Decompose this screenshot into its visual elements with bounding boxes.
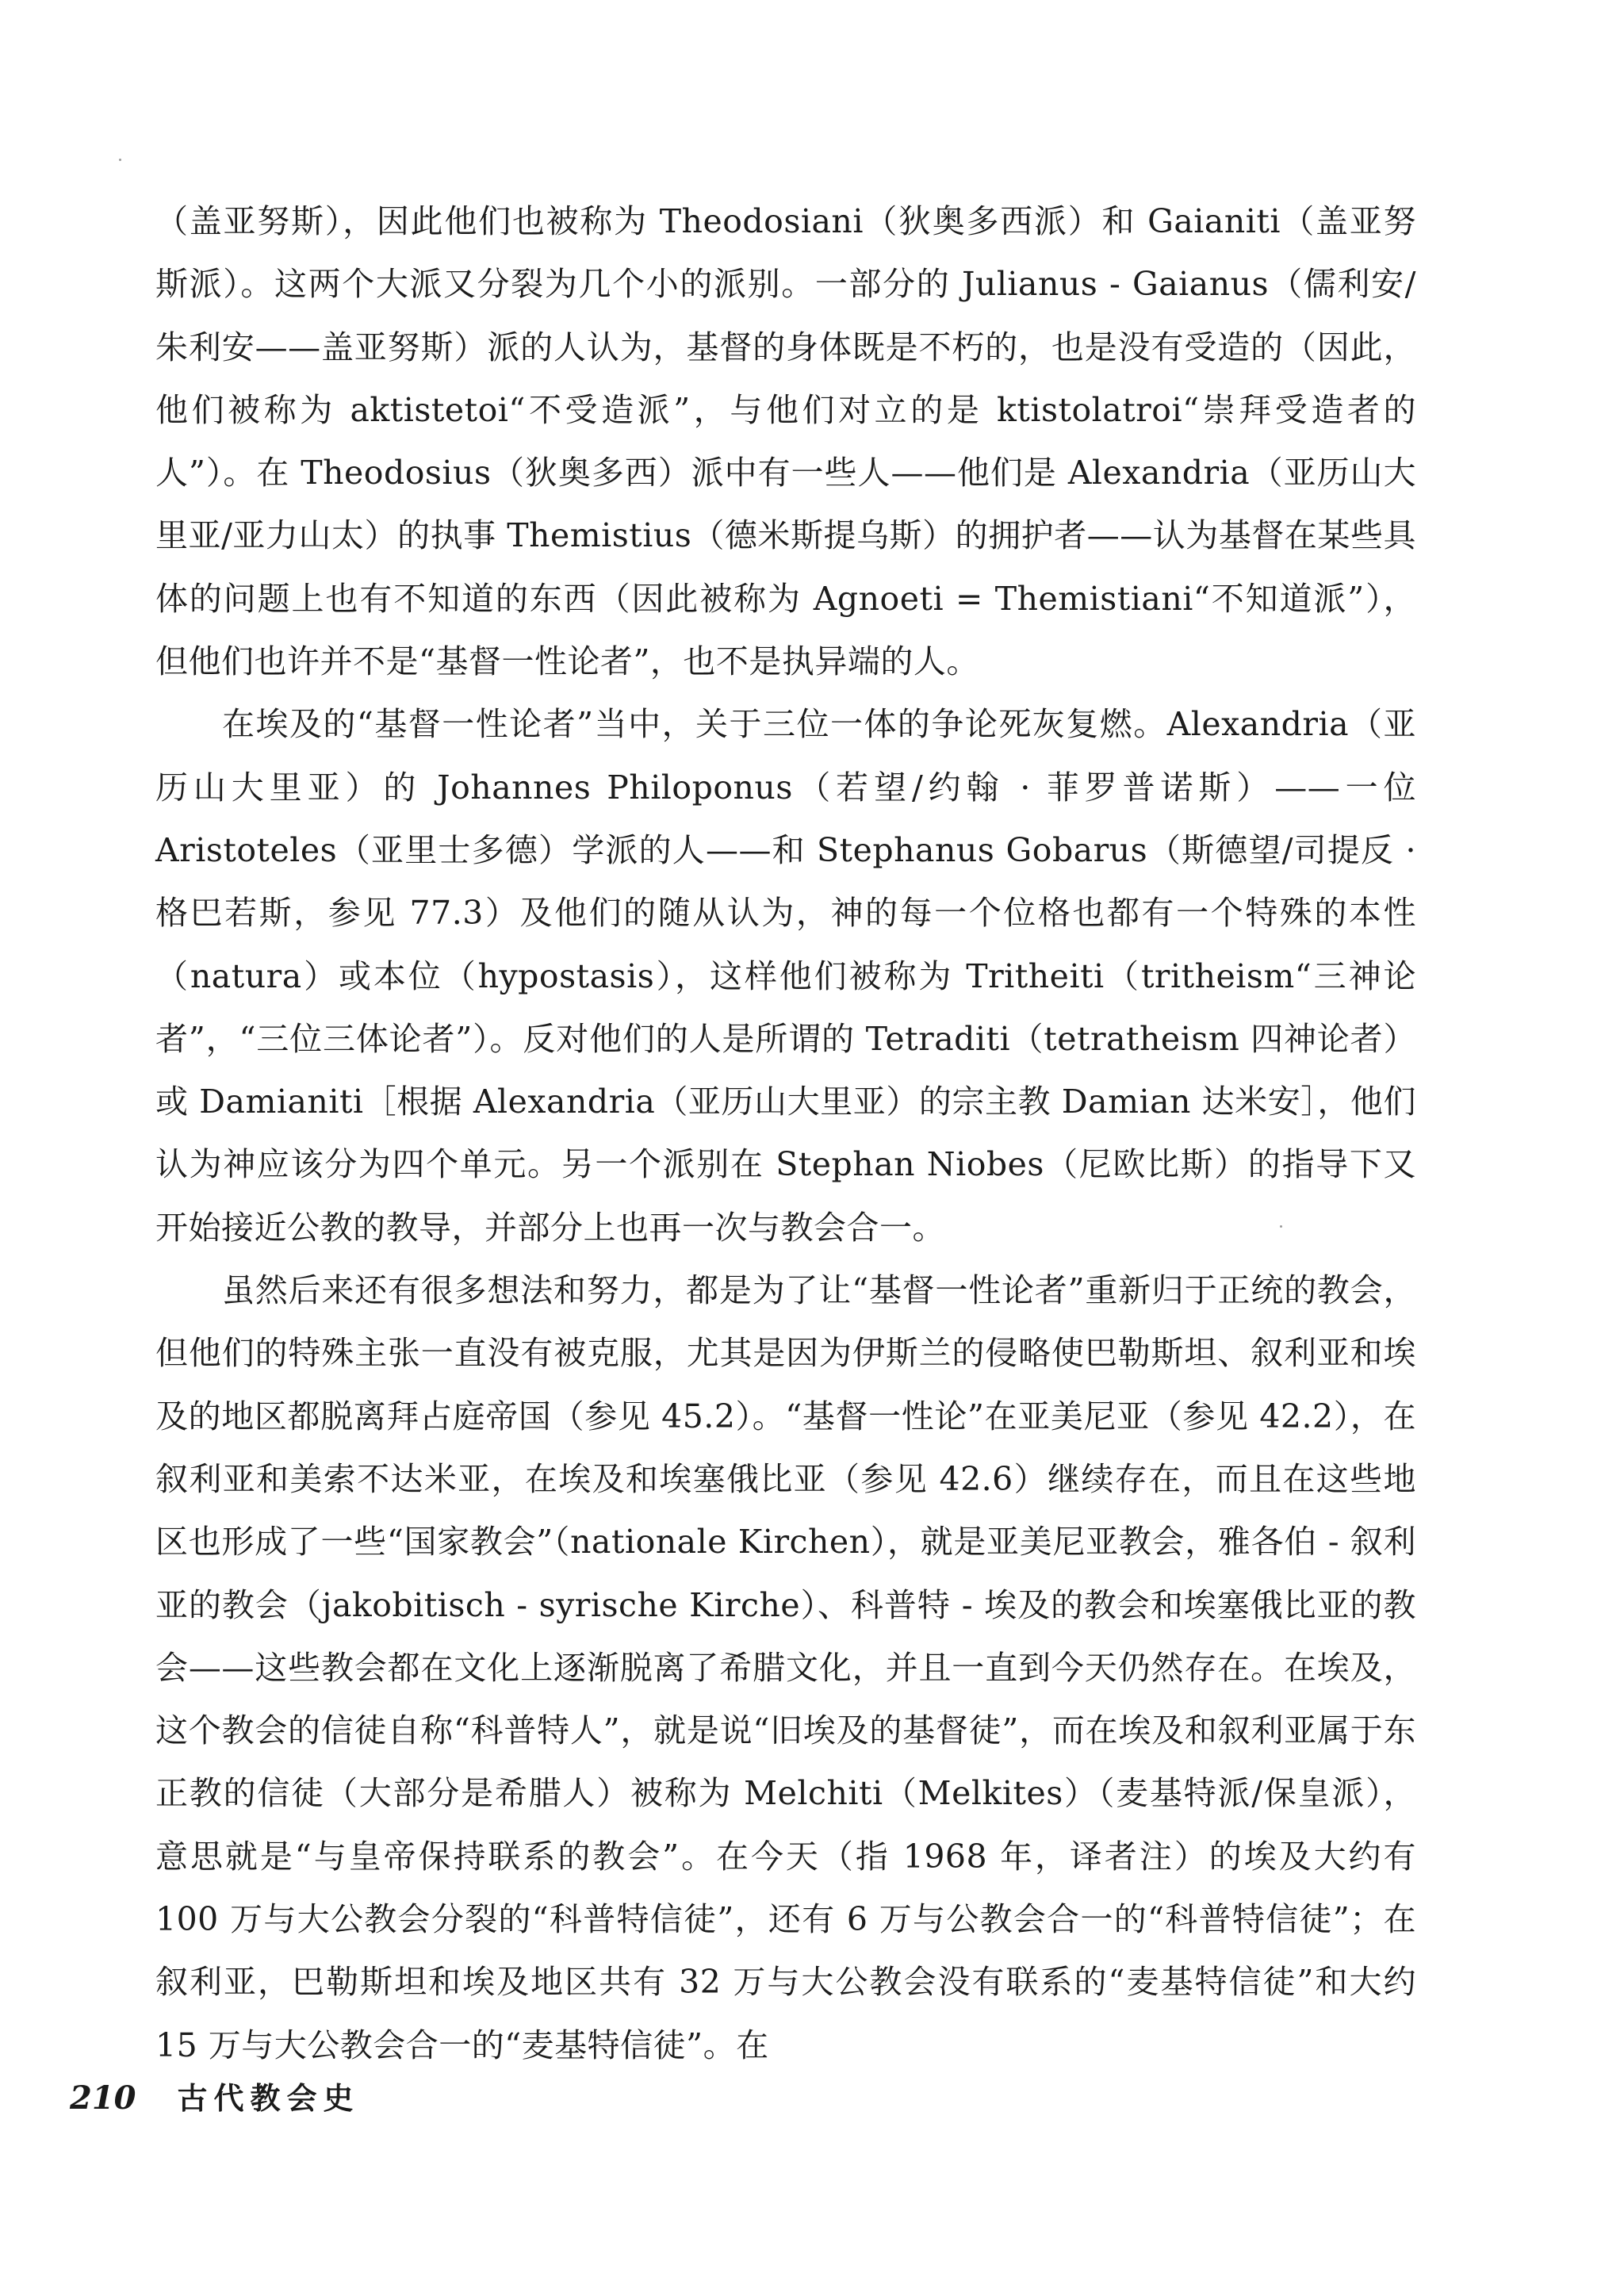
page-footer	[70, 2074, 360, 2121]
scan-speck	[119, 159, 121, 161]
page-number: 210	[70, 2079, 136, 2117]
running-title: 古代教会史	[177, 2081, 360, 2116]
paragraph-3: 虽然后来还有很多想法和努力，都是为了让“基督一性论者”重新归于正统的教会，但他们的特殊主张一直没有被克服，尤其是因为伊斯兰的侵略使巴勒斯坦、叙利亚和埃及的地区都脱离拜占庭帝国（参见 45.2）。“基督一性论”在亚美尼亚（参见 42.2），在叙利亚和美索不达米亚，在埃及和埃塞俄比亚（参见 42.6）继续存在，而且在这些地区也形成了一些“国家教会”（nationale Kirchen），就是亚美尼亚教会，雅各伯 - 叙利亚的教会（jakobitisch - syrische Kirche）、科普特 - 埃及的教会和埃塞俄比亚的教会——这些教会都在文化上逐渐脱离了希腊文化，并且一直到今天仍然存在。在埃及，这个教会的信徒自称“科普特人”，就是说“旧埃及的基督徒”，而在埃及和叙利亚属于东正教的信徒（大部分是希腊人）被称为 Melchiti（Melkites）（麦基特派/保皇派），意思就是“与皇帝保持联系的教会”。在今天（指 1968 年，译者注）的埃及大约有 100 万与大公教会分裂的“科普特信徒”，还有 6 万与公教会合一的“科普特信徒”；在叙利亚，巴勒斯坦和埃及地区共有 32 万与大公教会没有联系的“麦基特信徒”和大约 15 万与大公教会合一的“麦基特信徒”。在	[155, 1271, 1416, 2064]
paragraph-1: （盖亚努斯），因此他们也被称为 Theodosiani（狄奥多西派）和 Gaianiti（盖亚努斯派）。这两个大派又分裂为几个小的派别。一部分的 Julianus - Gaianus（儒利安/朱利安——盖亚努斯）派的人认为，基督的身体既是不朽的，也是没有受造的（因此，他们被称为 aktistetoi“不受造派”，与他们对立的是 ktistolatroi“崇拜受造者的人”）。在 Theodosius（狄奥多西）派中有一些人——他们是 Alexandria（亚历山大里亚/亚力山太）的执事 Themistius（德米斯提乌斯）的拥护者——认为基督在某些具体的问题上也有不知道的东西（因此被称为 Agnoeti = Themistiani“不知道派”），但他们也许并不是“基督一性论者”，也不是执异端的人。	[155, 202, 1416, 681]
paragraph-2: 在埃及的“基督一性论者”当中，关于三位一体的争论死灰复燃。Alexandria（亚历山大里亚）的 Johannes Philoponus（若望/约翰 · 菲罗普诺斯）——一位 Aristoteles（亚里士多德）学派的人——和 Stephanus Gobarus（斯德望/司提反 · 格巴若斯，参见 77.3）及他们的随从认为，神的每一个位格也都有一个特殊的本性（natura）或本位（hypostasis），这样他们被称为 Tritheiti（tritheism“三神论者”，“三位三体论者”）。反对他们的人是所谓的 Tetraditi（tetratheism 四神论者）或 Damianiti［根据 Alexandria（亚历山大里亚）的宗主教 Damian 达米安］，他们认为神应该分为四个单元。另一个派别在 Stephan Niobes（尼欧比斯）的指导下又开始接近公教的教导，并部分上也再一次与教会合一。	[155, 705, 1416, 1247]
scan-speck	[1280, 1225, 1282, 1228]
body-text	[155, 190, 1416, 2077]
